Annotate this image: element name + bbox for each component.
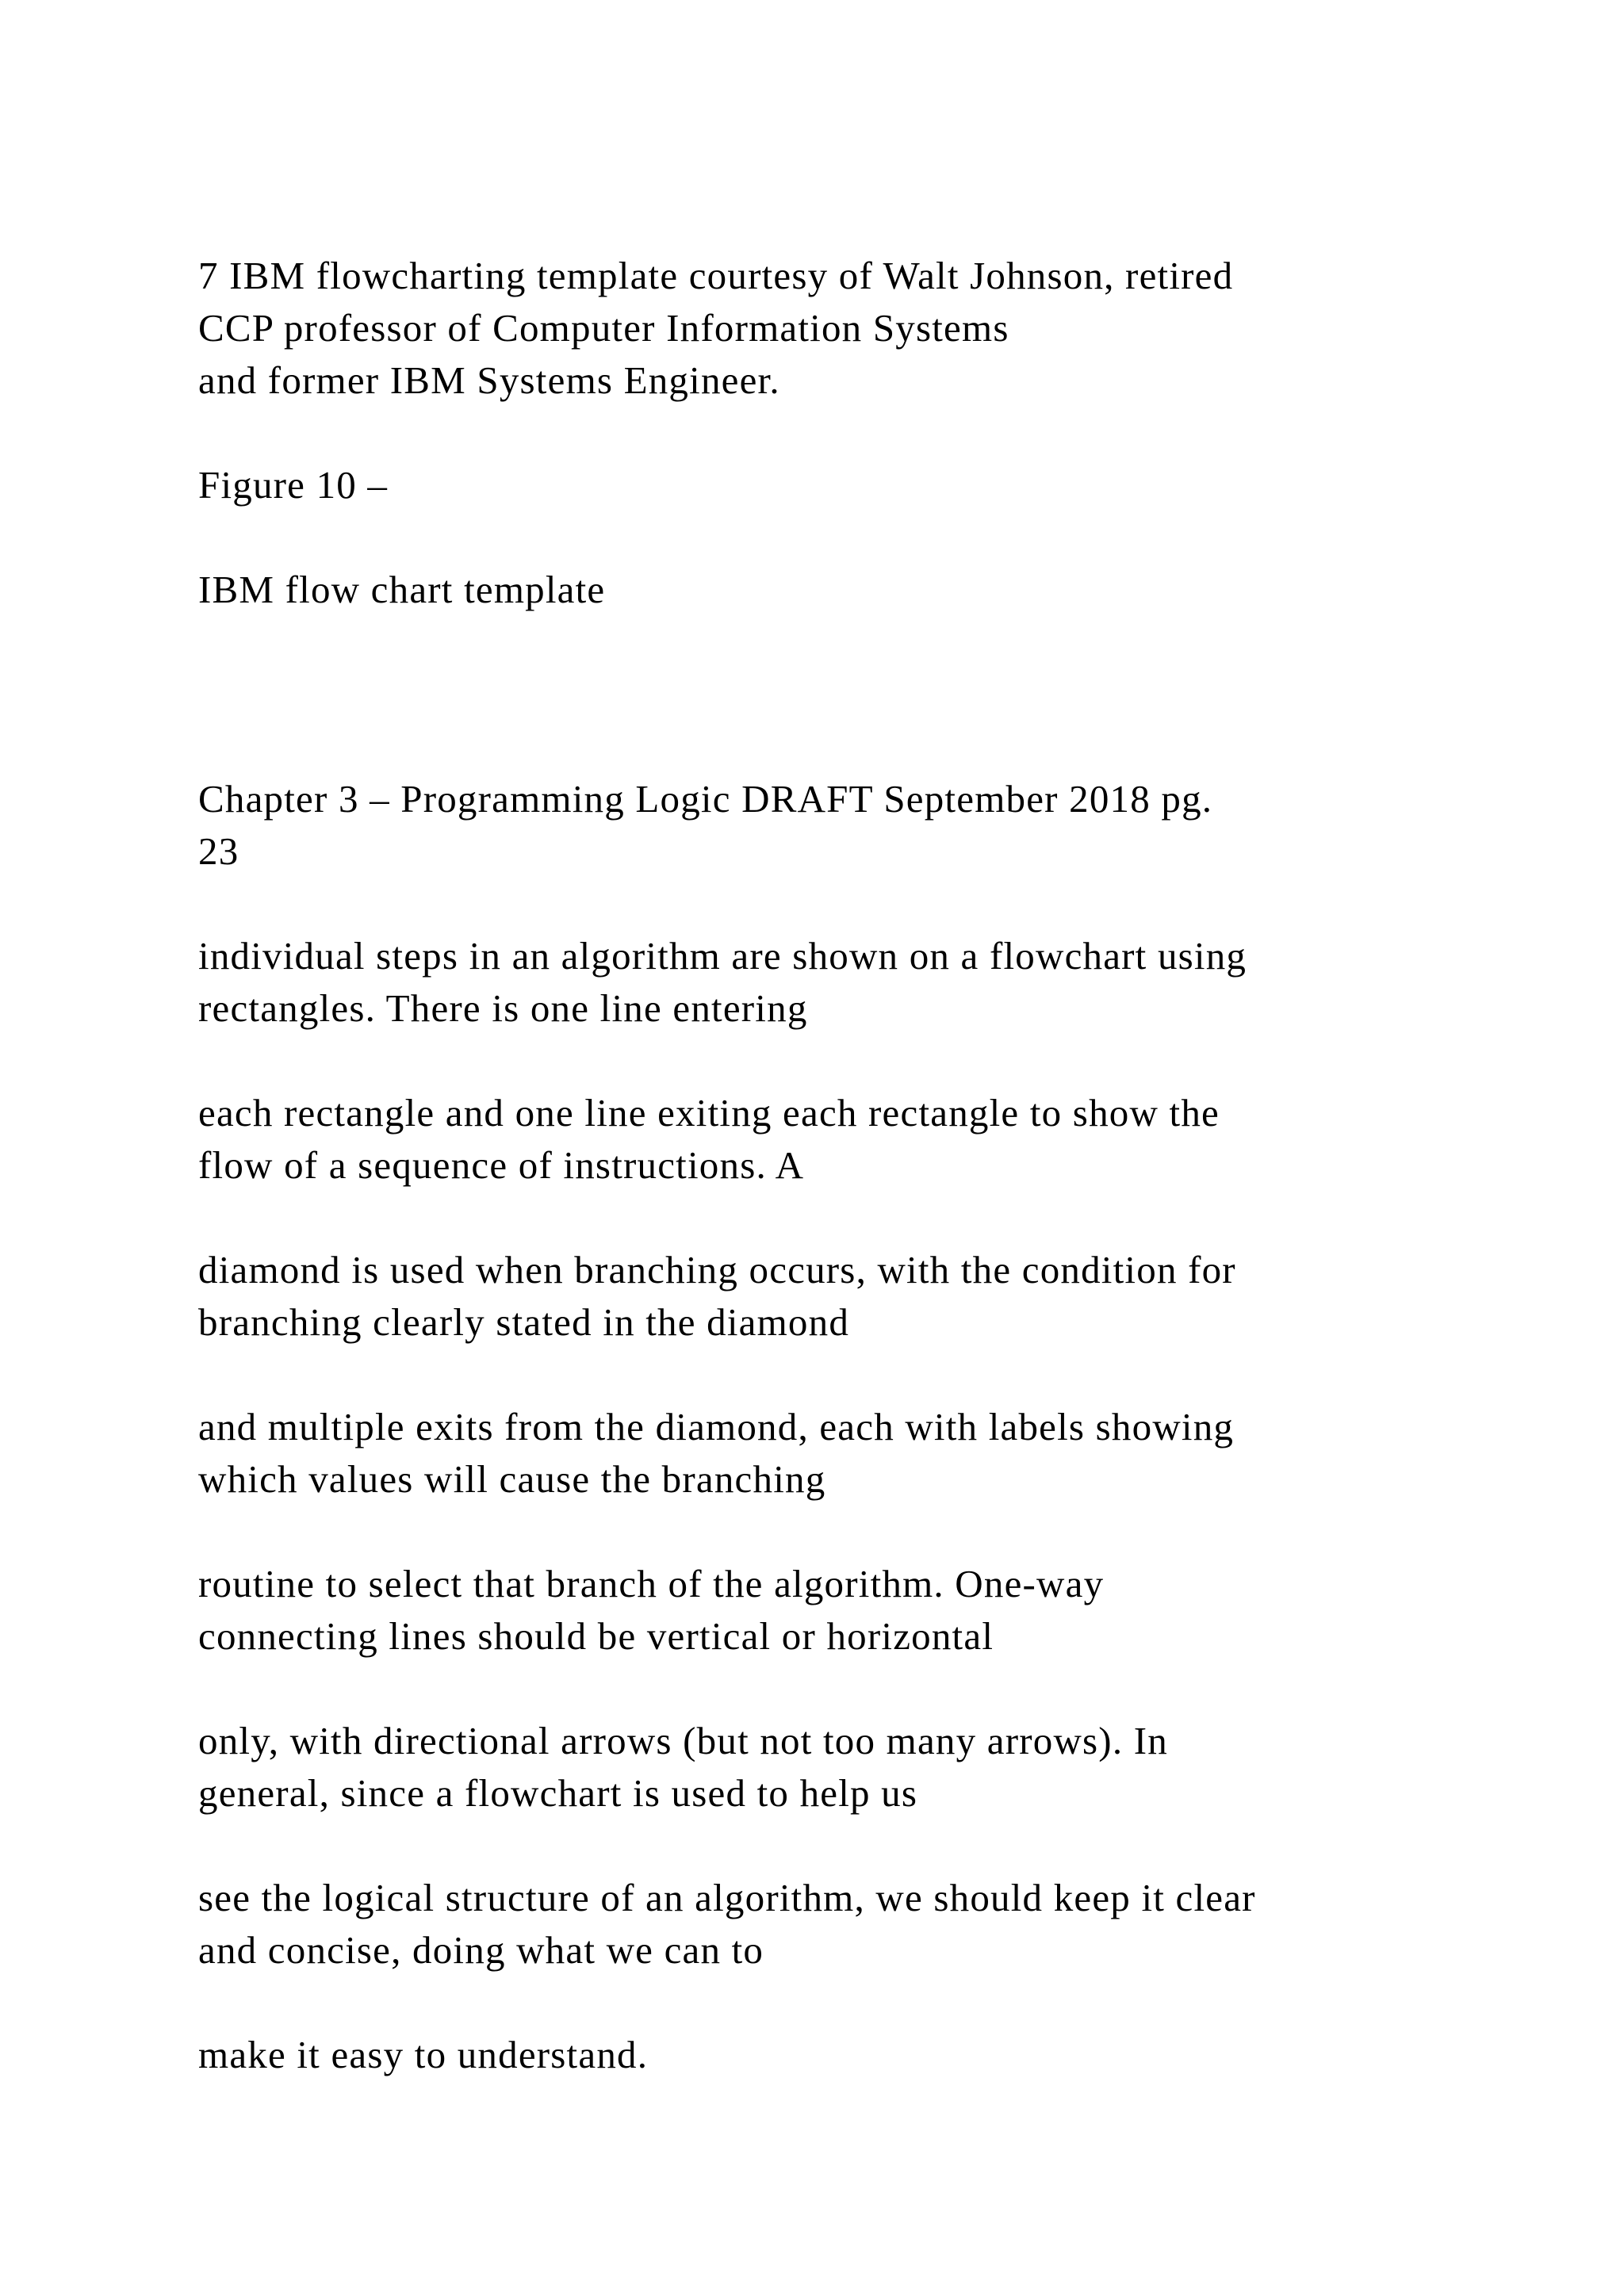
paragraph-line: branching clearly stated in the diamond (198, 1300, 850, 1344)
body-paragraph (198, 1401, 1234, 1506)
paragraph-line: individual steps in an algorithm are shown on a flowchart using (198, 934, 1247, 978)
paragraph-line: make it easy to understand. (198, 2033, 649, 2076)
paragraph-line: only, with directional arrows (but not too many arrows). In (198, 1719, 1168, 1762)
footnote-line: and former IBM Systems Engineer. (198, 358, 780, 402)
body-paragraph (198, 2029, 648, 2081)
body-paragraph (198, 1244, 1236, 1349)
body-paragraph (198, 1715, 1168, 1820)
paragraph-line: each rectangle and one line exiting each rectangle to show the (198, 1091, 1220, 1135)
body-paragraph (198, 930, 1247, 1035)
paragraph-line: and concise, doing what we can to (198, 1928, 764, 1972)
paragraph-line: which values will cause the branching (198, 1457, 826, 1501)
footnote-line: 7 IBM flowcharting template courtesy of Walt Johnson, retired (198, 254, 1234, 297)
paragraph-line: flow of a sequence of instructions. A (198, 1143, 805, 1187)
paragraph-line: and multiple exits from the diamond, each with labels showing (198, 1405, 1235, 1448)
running-header-line: Chapter 3 – Programming Logic DRAFT September 2018 pg. (198, 777, 1213, 821)
body-paragraph (198, 1872, 1256, 1976)
footnote-line: CCP professor of Computer Information Systems (198, 306, 1009, 350)
figure-caption (198, 564, 605, 616)
paragraph-line: routine to select that branch of the algorithm. One-way (198, 1562, 1105, 1605)
paragraph-line: rectangles. There is one line entering (198, 986, 808, 1030)
body-paragraph (198, 1558, 1104, 1663)
running-header (198, 773, 1212, 878)
paragraph-line: connecting lines should be vertical or horizontal (198, 1614, 994, 1658)
figure-label-text: Figure 10 – (198, 463, 389, 507)
paragraph-line: general, since a flowchart is used to help us (198, 1771, 918, 1815)
paragraph-line: see the logical structure of an algorithm, we should keep it clear (198, 1876, 1256, 1919)
paragraph-line: diamond is used when branching occurs, with the condition for (198, 1248, 1236, 1292)
figure-caption-text: IBM flow chart template (198, 568, 606, 611)
figure-label (198, 459, 388, 511)
footnote (198, 250, 1233, 407)
body-paragraph (198, 1087, 1220, 1192)
running-header-line: 23 (198, 829, 239, 873)
